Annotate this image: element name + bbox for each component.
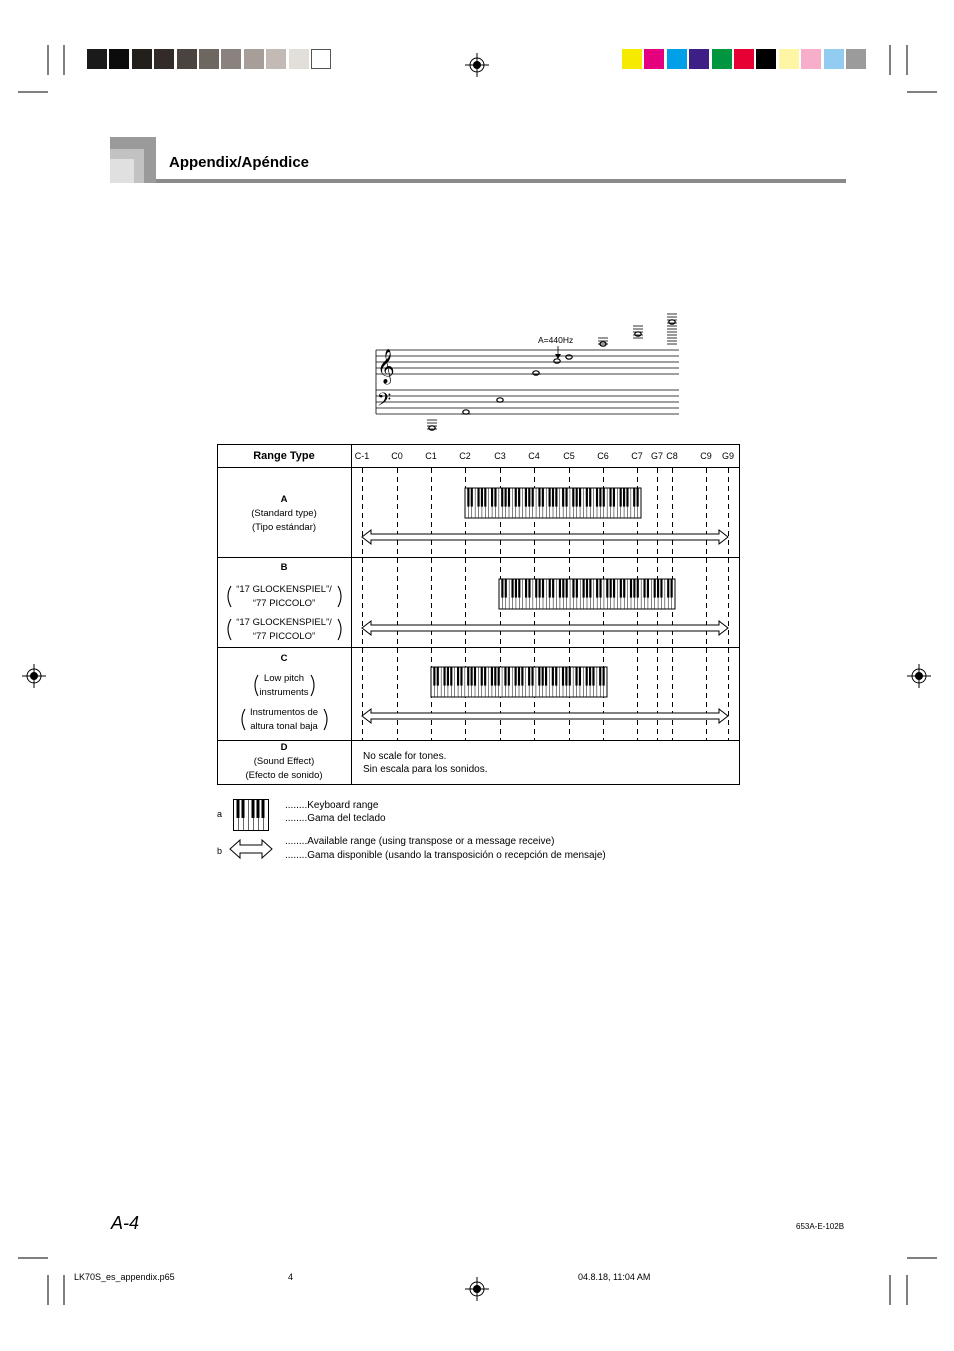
note-label: C9: [700, 451, 712, 461]
document-code: 653A-E-102B: [796, 1222, 845, 1231]
calibration-swatch: [644, 49, 664, 69]
calibration-swatch: [221, 49, 241, 69]
header-rule: [156, 179, 846, 183]
row-b-g2-line1: “17 GLOCKENSPIEL”/: [236, 617, 332, 628]
note-label: G7: [650, 451, 664, 461]
row-d-letter: D: [280, 742, 288, 753]
legend-a-line1: ........Keyboard range: [285, 800, 379, 811]
calibration-swatch: [846, 49, 866, 69]
row-a-line2: (Tipo estándar): [251, 522, 317, 533]
available-range-arrow: [362, 709, 728, 723]
treble-clef-icon: 𝄞: [377, 349, 395, 384]
note-label: C6: [597, 451, 609, 461]
calibration-swatch: [756, 49, 776, 69]
range-type-table: [217, 444, 740, 785]
calibration-swatch: [712, 49, 732, 69]
row-c-g2-line2: altura tonal baja: [250, 721, 318, 732]
row-b-g2-line2: “77 PICCOLO”: [252, 631, 316, 642]
keyboard-range-icon: [233, 799, 269, 831]
row-d-line1: (Sound Effect): [253, 756, 315, 767]
note-label: C8: [666, 451, 678, 461]
keyboard-range: [499, 579, 675, 609]
note-label: C0: [391, 451, 403, 461]
a440-label: A=440Hz: [538, 335, 574, 345]
note-head: [554, 359, 560, 363]
note-head: [566, 355, 572, 359]
calibration-swatch: [87, 49, 107, 69]
available-range-arrow: [362, 530, 728, 544]
page-title: Appendix/Apéndice: [169, 154, 310, 171]
footer-datetime: 04.8.18, 11:04 AM: [578, 1272, 651, 1282]
range-type-header: Range Type: [253, 450, 315, 462]
legend-b-letter: b: [217, 846, 223, 856]
note-label: G9: [721, 451, 735, 461]
calibration-swatch: [177, 49, 197, 69]
note-label: C2: [459, 451, 471, 461]
calibration-swatch: [689, 49, 709, 69]
row-a-letter: A: [280, 494, 288, 505]
row-c-g1-line1: Low pitch: [263, 673, 305, 684]
legend-a-line2: ........Gama del teclado: [285, 813, 386, 824]
calibration-swatch: [154, 49, 174, 69]
calibration-swatch: [801, 49, 821, 69]
keyboard-range: [431, 667, 607, 697]
calibration-swatch: [199, 49, 219, 69]
note-label: C3: [494, 451, 506, 461]
row-d-note-en: No scale for tones.: [363, 751, 447, 762]
row-b-letter: B: [280, 562, 288, 573]
brackets: [217, 444, 351, 740]
calibration-swatch: [311, 49, 331, 69]
calibration-swatch: [824, 49, 844, 69]
legend-b-line1: ........Available range (using transpose or a message receive): [285, 836, 555, 847]
calibration-swatch: [109, 49, 129, 69]
keyboard-range: [465, 488, 641, 518]
legend-a-letter: a: [217, 809, 223, 819]
note-label: C1: [425, 451, 437, 461]
note-label: C7: [631, 451, 643, 461]
header-block: [110, 137, 156, 183]
note-label: C4: [528, 451, 540, 461]
note-head: [463, 410, 469, 414]
double-arrow-icon: [229, 838, 273, 860]
available-range-arrow: [362, 621, 728, 635]
calibration-swatch: [244, 49, 264, 69]
note-head: [497, 398, 503, 402]
note-label: C-1: [354, 451, 370, 461]
footer-filename: LK70S_es_appendix.p65: [74, 1272, 175, 1282]
page-number: A-4: [111, 1213, 140, 1233]
calibration-swatch: [132, 49, 152, 69]
calibration-swatch: [667, 49, 687, 69]
note-head: [533, 371, 539, 375]
row-c-g1-line2: instruments: [259, 687, 309, 698]
music-staff: [370, 310, 685, 445]
row-c-g2-line1: Instrumentos de: [249, 707, 319, 718]
note-head: [429, 426, 435, 430]
row-b-g1-line2: “77 PICCOLO”: [252, 598, 316, 609]
legend-b-line2: ........Gama disponible (usando la transposición o recepción de mensaje): [285, 850, 606, 861]
bass-clef-icon: 𝄢: [377, 390, 392, 415]
calibration-swatch: [734, 49, 754, 69]
row-d-note-es: Sin escala para los sonidos.: [363, 764, 488, 775]
row-b-g1-line1: “17 GLOCKENSPIEL”/: [236, 584, 332, 595]
footer-page: 4: [288, 1272, 294, 1282]
calibration-swatch: [779, 49, 799, 69]
row-a-line1: (Standard type): [251, 508, 317, 519]
note-head: [669, 320, 675, 324]
calibration-swatch: [289, 49, 309, 69]
row-d-line2: (Efecto de sonido): [245, 770, 323, 781]
calibration-swatch: [622, 49, 642, 69]
row-c-letter: C: [280, 653, 288, 664]
note-label: C5: [563, 451, 575, 461]
calibration-swatch: [266, 49, 286, 69]
note-head: [635, 332, 641, 336]
